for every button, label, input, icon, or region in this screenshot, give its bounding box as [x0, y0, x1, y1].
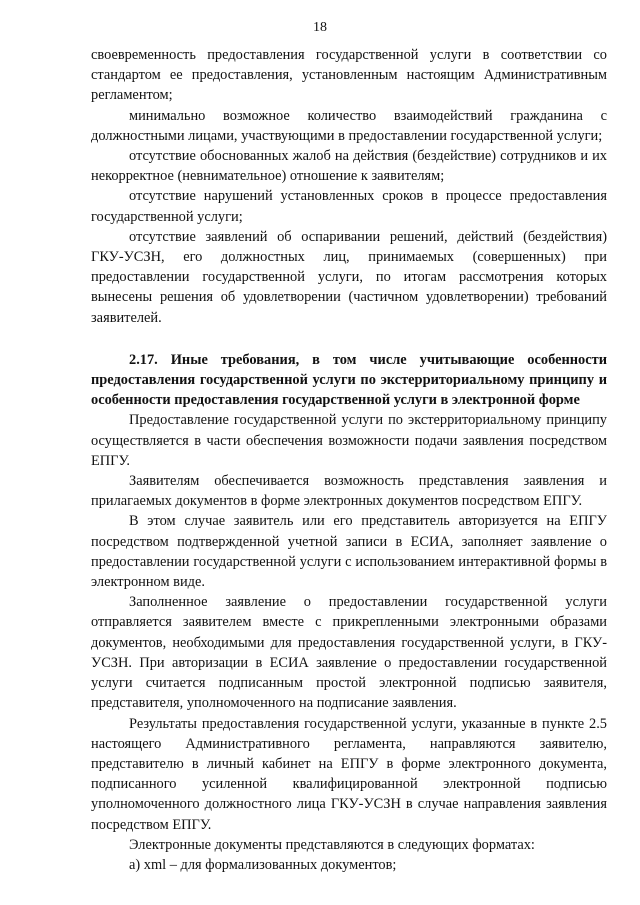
paragraph: отсутствие нарушений установленных сроков в процессе предоставления государственной услуги;	[91, 188, 607, 225]
paragraph: Предоставление государственной услуги по экстерриториальному принципу осуществляется в части обеспечения возможности подачи заявления посредством ЕПГУ.	[91, 412, 607, 469]
document-body	[91, 45, 607, 875]
paragraph: отсутствие заявлений об оспаривании решений, действий (бездействия) ГКУ-УСЗН, его должностных лиц, принимаемых (совершенных) при предоставлении государственной услуги, по итогам рассмотрения которых вынесены решения об удовлетворении (частичном удовлетворении) требований заявителей.	[91, 228, 607, 326]
paragraph: Заполненное заявление о предоставлении государственной услуги отправляется заявителем вместе с прикрепленными электронными образами документов, необходимыми для предоставления государственной услуги, в ГКУ-УСЗН. При авторизации в ЕСИА заявление о предоставлении государственной услуги считается подписанным простой электронной подписью заявителя, представителя, уполномоченного на подписание заявления.	[91, 594, 607, 712]
page-number: 18	[313, 20, 327, 35]
paragraph: минимально возможное количество взаимодействий гражданина с должностными лицами, участвующими в предоставлении государственной услуги;	[91, 107, 607, 144]
paragraph: В этом случае заявитель или его представитель авторизуется на ЕПГУ посредством подтвержденной учетной записи в ЕСИА, заполняет заявление о предоставлении государственной услуги с использованием интерактивной формы в электронном виде.	[91, 513, 607, 591]
paragraph: отсутствие обоснованных жалоб на действия (бездействие) сотрудников и их некорректное (невнимательное) отношение к заявителям;	[91, 148, 607, 185]
section-heading: 2.17. Иные требования, в том числе учитывающие особенности предоставления государственной услуги по экстерриториальному принципу и особенности предоставления государственной услуги в электронной форме	[91, 351, 607, 409]
paragraph: Результаты предоставления государственной услуги, указанные в пункте 2.5 настоящего Административного регламента, направляются заявителю, представителю в личный кабинет на ЕПГУ в форме электронного документа, подписанного усиленной квалифицированной электронной подписью уполномоченного должностного лица ГКУ-УСЗН в случае направления заявления посредством ЕПГУ.	[91, 715, 607, 833]
paragraph: Электронные документы представляются в следующих форматах:	[129, 836, 535, 853]
paragraph: Заявителям обеспечивается возможность представления заявления и прилагаемых документов в форме электронных документов посредством ЕПГУ.	[91, 473, 607, 510]
paragraph: своевременность предоставления государственной услуги в соответствии со стандартом ее предоставления, установленным настоящим Административным регламентом;	[91, 47, 607, 104]
paragraph: а) xml – для формализованных документов;	[129, 856, 397, 873]
